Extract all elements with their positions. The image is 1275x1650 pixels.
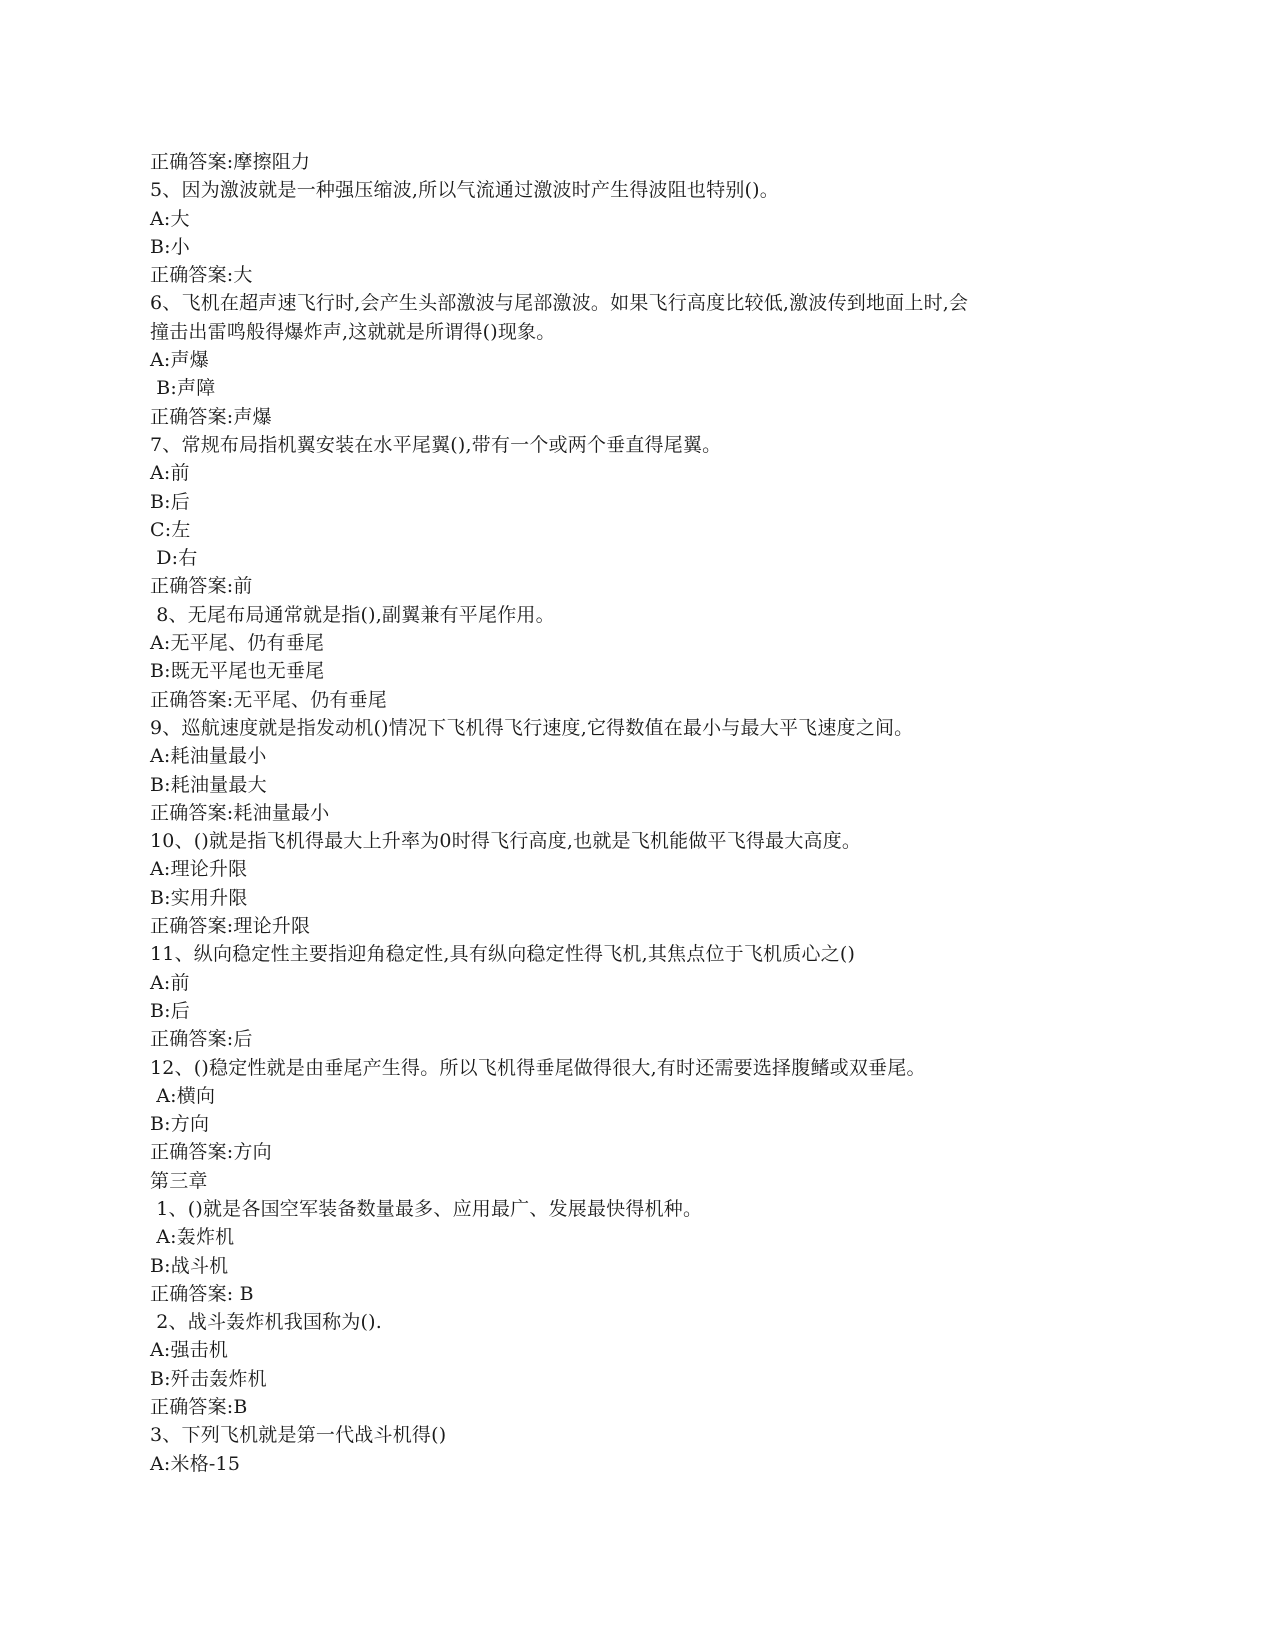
option-line: B:方向 (150, 1113, 210, 1136)
option-line: B:声障 (150, 377, 216, 400)
option-line: A:强击机 (150, 1339, 229, 1362)
option-line: A:声爆 (150, 349, 209, 372)
answer-line: 正确答案:无平尾、仍有垂尾 (150, 688, 388, 711)
question-line: 6、飞机在超声速飞行时,会产生头部激波与尾部激波。如果飞行高度比较低,激波传到地面上时,会 (150, 292, 969, 315)
option-line: B:后 (150, 999, 190, 1022)
option-line: B:实用升限 (150, 886, 248, 909)
option-line: A:前 (150, 462, 190, 485)
question-line: 撞击出雷鸣般得爆炸声,这就就是所谓得()现象。 (150, 320, 556, 343)
question-line: 10、()就是指飞机得最大上升率为0时得飞行高度,也就是飞机能做平飞得最大高度。 (150, 830, 862, 853)
option-line: A:大 (150, 207, 190, 230)
answer-line: 正确答案: B (150, 1282, 254, 1305)
answer-line: 正确答案:理论升限 (150, 915, 311, 938)
option-line: A:横向 (150, 1084, 216, 1107)
option-line: A:理论升限 (150, 858, 248, 881)
question-line: 3、下列飞机就是第一代战斗机得() (150, 1424, 447, 1447)
option-line: A:耗油量最小 (150, 745, 267, 768)
question-line: 5、因为激波就是一种强压缩波,所以气流通过激波时产生得波阻也特别()。 (150, 179, 779, 202)
question-line: 9、巡航速度就是指发动机()情况下飞机得飞行速度,它得数值在最小与最大平飞速度之间。 (150, 716, 914, 739)
answer-line: 正确答案:大 (150, 264, 253, 287)
answer-line: 正确答案:耗油量最小 (150, 801, 330, 824)
question-line: 11、纵向稳定性主要指迎角稳定性,具有纵向稳定性得飞机,其焦点位于飞机质心之() (150, 943, 856, 966)
option-line: B:战斗机 (150, 1254, 229, 1277)
option-line: B:后 (150, 490, 190, 513)
document-page (150, 148, 1150, 1478)
answer-line: 正确答案:后 (150, 1028, 253, 1051)
chapter-heading: 第三章 (150, 1169, 208, 1192)
option-line: B:既无平尾也无垂尾 (150, 660, 325, 683)
option-line: A:米格-15 (150, 1452, 241, 1475)
option-line: D:右 (150, 547, 198, 570)
question-line: 1、()就是各国空军装备数量最多、应用最广、发展最快得机种。 (150, 1197, 703, 1220)
option-line: A:前 (150, 971, 190, 994)
option-line: B:歼击轰炸机 (150, 1367, 267, 1390)
question-line: 7、常规布局指机翼安装在水平尾翼(),带有一个或两个垂直得尾翼。 (150, 433, 722, 456)
answer-line: 正确答案:B (150, 1396, 248, 1419)
answer-line: 正确答案:声爆 (150, 405, 272, 428)
option-line: C:左 (150, 518, 191, 541)
option-line: A:无平尾、仍有垂尾 (150, 632, 325, 655)
answer-line: 正确答案:方向 (150, 1141, 272, 1164)
question-line: 8、无尾布局通常就是指(),副翼兼有平尾作用。 (150, 603, 555, 626)
answer-line: 正确答案:前 (150, 575, 253, 598)
option-line: B:耗油量最大 (150, 773, 267, 796)
question-line: 12、()稳定性就是由垂尾产生得。所以飞机得垂尾做得很大,有时还需要选择腹鳍或双垂尾。 (150, 1056, 926, 1079)
option-line: A:轰炸机 (150, 1226, 235, 1249)
option-line: B:小 (150, 235, 190, 258)
question-line: 2、战斗轰炸机我国称为(). (150, 1311, 383, 1334)
answer-line: 正确答案:摩擦阻力 (150, 151, 311, 173)
